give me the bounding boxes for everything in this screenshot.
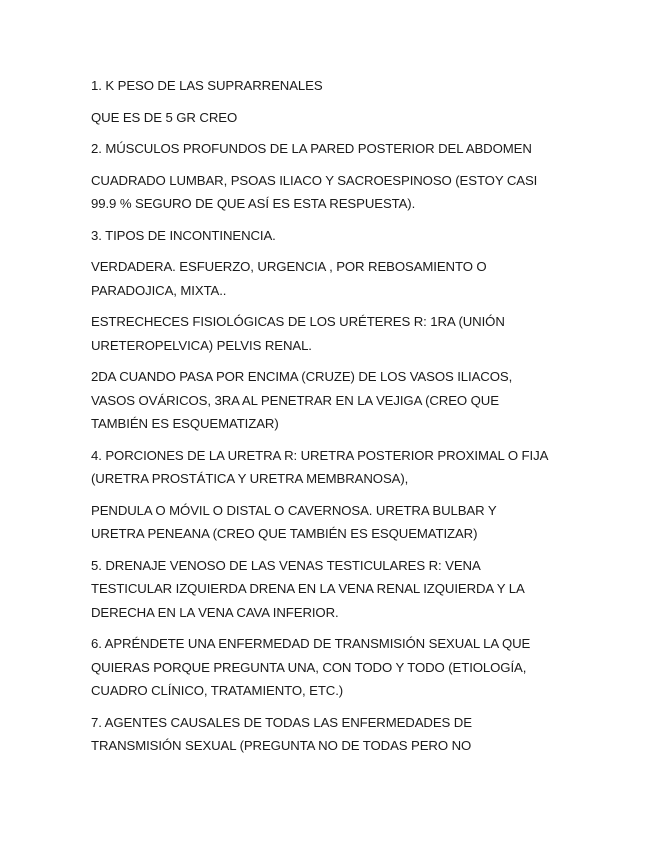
text-line: CUADRADO LUMBAR, PSOAS ILIACO Y SACROESPINOSO (ESTOY CASI	[91, 172, 538, 188]
text-line: 1. K PESO DE LAS SUPRARRENALES	[91, 78, 323, 93]
paragraph	[91, 255, 581, 302]
paragraph	[91, 365, 581, 436]
text-line: 6. APRÉNDETE UNA ENFERMEDAD DE TRANSMISIÓN SEXUAL LA QUE	[91, 636, 531, 651]
paragraph	[91, 137, 581, 161]
text-line: VASOS OVÁRICOS, 3RA AL PENETRAR EN LA VEJIGA (CREO QUE	[91, 392, 499, 408]
paragraph	[91, 74, 581, 98]
paragraph	[91, 632, 581, 703]
text-line: TAMBIÉN ES ESQUEMATIZAR)	[91, 416, 279, 431]
text-line: 99.9 % SEGURO DE QUE ASÍ ES ESTA RESPUESTA).	[91, 196, 416, 211]
text-line: TRANSMISIÓN SEXUAL (PREGUNTA NO DE TODAS PERO NO	[91, 738, 472, 753]
text-line: TESTICULAR IZQUIERDA DRENA EN LA VENA RENAL IZQUIERDA Y LA	[91, 581, 525, 596]
text-line: 2. MÚSCULOS PROFUNDOS DE LA PARED POSTERIOR DEL ABDOMEN	[91, 141, 532, 156]
text-line: CUADRO CLÍNICO, TRATAMIENTO, ETC.)	[91, 683, 344, 698]
text-line: 2DA CUANDO PASA POR ENCIMA (CRUZE) DE LOS VASOS ILIACOS,	[91, 369, 513, 384]
paragraph	[91, 499, 581, 546]
text-line: (URETRA PROSTÁTICA Y URETRA MEMBRANOSA),	[91, 471, 409, 486]
paragraph	[91, 224, 581, 248]
paragraph	[91, 169, 581, 216]
document-body	[91, 74, 581, 766]
text-line: URETEROPELVICA) PELVIS RENAL.	[91, 337, 312, 353]
text-line: 3. TIPOS DE INCONTINENCIA.	[91, 227, 276, 243]
text-line: PENDULA O MÓVIL O DISTAL O CAVERNOSA. URETRA BULBAR Y	[91, 502, 497, 518]
text-line: VERDADERA. ESFUERZO, URGENCIA , POR REBOSAMIENTO O	[91, 259, 487, 274]
text-line: QUE ES DE 5 GR CREO	[91, 109, 238, 125]
paragraph	[91, 310, 581, 357]
text-line: PARADOJICA, MIXTA..	[91, 282, 227, 298]
paragraph	[91, 554, 581, 625]
text-line: ESTRECHECES FISIOLÓGICAS DE LOS URÉTERES R: 1RA (UNIÓN	[91, 314, 505, 329]
text-line: 7. AGENTES CAUSALES DE TODAS LAS ENFERMEDADES DE	[91, 714, 472, 730]
text-line: 5. DRENAJE VENOSO DE LAS VENAS TESTICULARES R: VENA	[91, 557, 481, 573]
text-line: 4. PORCIONES DE LA URETRA R: URETRA POSTERIOR PROXIMAL O FIJA	[91, 447, 549, 463]
text-line: DERECHA EN LA VENA CAVA INFERIOR.	[91, 604, 339, 620]
paragraph	[91, 711, 581, 758]
paragraph	[91, 444, 581, 491]
text-line: QUIERAS PORQUE PREGUNTA UNA, CON TODO Y TODO (ETIOLOGÍA,	[91, 659, 527, 675]
paragraph	[91, 106, 581, 130]
text-line: URETRA PENEANA (CREO QUE TAMBIÉN ES ESQUEMATIZAR)	[91, 526, 478, 541]
